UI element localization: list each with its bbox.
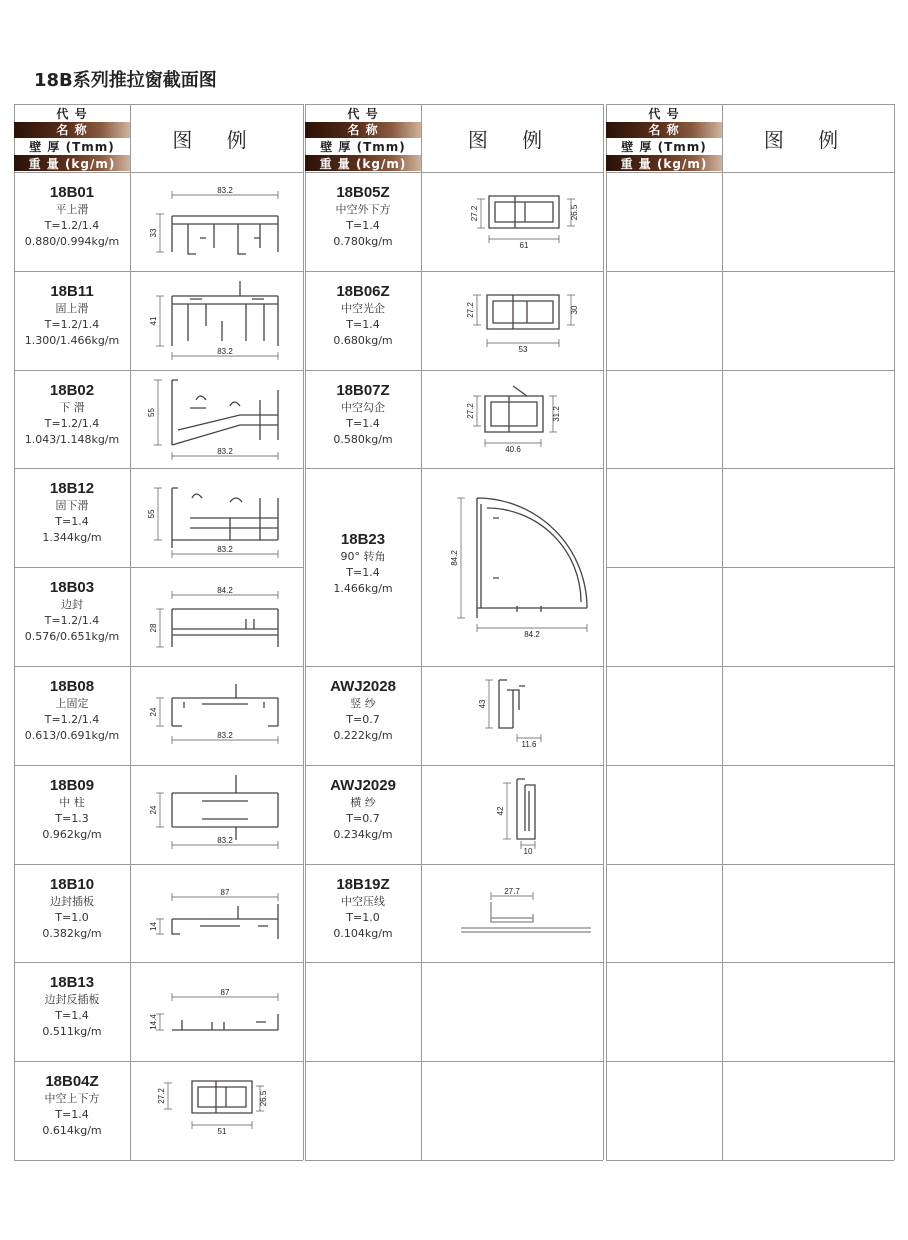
cross-section-svg <box>130 172 303 271</box>
row-divider <box>606 567 894 568</box>
profile-info <box>305 678 421 744</box>
dimension-label: 26.5 <box>258 1090 268 1107</box>
dimension-label: 83.2 <box>217 730 233 740</box>
profile-drawing <box>421 666 603 765</box>
profile-name: 上固定 <box>55 697 89 710</box>
row-divider <box>305 962 603 963</box>
profile-drawing <box>130 271 303 370</box>
profile-weight: 0.880/0.994kg/m <box>24 235 120 248</box>
column-divider <box>722 104 723 1160</box>
profile-info <box>305 283 421 349</box>
profile-code: 18B07Z <box>336 381 390 399</box>
profile-thickness: T=1.2/1.4 <box>44 614 100 628</box>
dimension-label: 31.2 <box>551 405 561 422</box>
profile-drawing <box>130 468 303 567</box>
profile-weight: 1.344kg/m <box>42 531 102 545</box>
profile-weight: 0.680kg/m <box>333 333 393 347</box>
cross-section-svg <box>130 271 303 370</box>
profile-name: 中空上下方 <box>44 1092 100 1106</box>
dimension-line <box>172 347 278 360</box>
profile-weight: 0.576/0.651kg/m <box>24 630 120 644</box>
dimension-label: 14 <box>149 921 159 931</box>
dimension-line <box>517 734 541 749</box>
dimension-line <box>567 199 579 226</box>
column-divider <box>305 104 306 1160</box>
profile-thickness: T=1.2/1.4 <box>44 317 100 331</box>
profile-drawing <box>421 765 603 864</box>
profile-thickness: T=1.4 <box>346 416 380 430</box>
dimension-label: 61 <box>519 240 529 250</box>
dimension-label: 84.2 <box>217 586 233 596</box>
dimension-line <box>466 396 481 426</box>
profile-name: 边封 <box>61 598 83 612</box>
profile-thickness: T=1.0 <box>346 910 380 924</box>
dimension-label: 83.2 <box>217 185 233 195</box>
dimension-line <box>487 339 559 354</box>
column-header <box>14 104 130 172</box>
header-name-label: 名 称 <box>305 122 421 138</box>
profile-code: 18B13 <box>49 974 95 992</box>
profile-weight: 0.234kg/m <box>333 827 393 841</box>
header-code-label: 代 号 <box>56 106 88 121</box>
profile-name: 边封插板 <box>50 894 94 908</box>
cross-section-svg <box>130 370 303 469</box>
profile-outline <box>487 295 559 329</box>
dimension-line <box>172 447 278 460</box>
profile-drawing <box>421 864 603 963</box>
profile-code: 18B11 <box>50 282 94 300</box>
profile-info <box>14 974 130 1040</box>
profile-code: 18B23 <box>340 531 386 549</box>
dimension-label: 84.2 <box>450 550 460 567</box>
profile-code: 18B03 <box>49 579 95 597</box>
profile-outline <box>172 488 278 548</box>
dimension-label: 24 <box>149 805 159 815</box>
profile-thickness: T=1.2/1.4 <box>44 416 100 430</box>
profile-code: 18B04Z <box>45 1073 99 1091</box>
profile-thickness: T=1.4 <box>346 219 380 232</box>
dimension-label: 27.7 <box>504 886 520 896</box>
row-divider <box>14 1160 303 1161</box>
header-code-label: 代 号 <box>648 106 680 121</box>
profile-name: 平上滑 <box>55 203 89 216</box>
profile-outline <box>172 609 278 647</box>
profile-outline <box>172 216 278 254</box>
cross-section-svg <box>421 271 603 370</box>
profile-weight: 1.466kg/m <box>333 582 393 596</box>
profile-outline <box>172 1014 278 1030</box>
header-thickness-label: 壁 厚 (Tmm) <box>29 139 115 154</box>
profile-info <box>14 382 130 448</box>
dimension-label: 83.2 <box>217 835 233 845</box>
dimension-line <box>521 841 535 856</box>
dimension-label: 27.2 <box>466 402 476 419</box>
profile-info <box>14 876 130 942</box>
profile-code: 18B06Z <box>336 282 390 300</box>
profile-outline <box>485 386 543 432</box>
profile-name: 横 纱 <box>350 795 376 809</box>
profile-name: 固下滑 <box>55 499 89 513</box>
profile-thickness: T=1.4 <box>55 1108 89 1122</box>
profile-weight: 0.104kg/m <box>333 926 393 940</box>
dimension-line <box>149 1014 164 1030</box>
dimension-line <box>172 888 278 901</box>
dimension-label: 24 <box>149 707 159 717</box>
column-divider <box>606 104 607 1160</box>
profile-name: 90° 转角 <box>340 550 386 564</box>
profile-info <box>305 876 421 942</box>
cross-section-svg <box>421 172 603 271</box>
dimension-line <box>149 793 164 827</box>
profile-thickness: T=1.4 <box>346 317 380 331</box>
profile-weight: 0.580kg/m <box>333 432 393 446</box>
row-divider <box>606 1061 894 1062</box>
dimension-label: 83.2 <box>217 446 233 456</box>
dimension-line <box>147 380 162 445</box>
dimension-label: 14.4 <box>149 1014 159 1031</box>
figure-header: 图 例 <box>467 127 557 152</box>
dimension-line <box>466 295 481 325</box>
profile-info <box>305 777 421 843</box>
profile-code: 18B10 <box>49 875 95 893</box>
profile-drawing <box>130 962 303 1061</box>
row-divider <box>606 765 894 766</box>
cross-section-svg <box>421 468 603 666</box>
page-title: 18B系列推拉窗截面图 <box>34 70 217 91</box>
cross-section-svg <box>421 370 603 469</box>
column-divider <box>303 104 304 1160</box>
profile-outline <box>172 281 278 346</box>
row-divider <box>305 1061 603 1062</box>
profile-code: 18B08 <box>49 678 95 695</box>
cross-section-svg <box>130 468 303 567</box>
profile-outline <box>192 1081 252 1113</box>
profile-outline <box>172 775 278 840</box>
profile-drawing <box>130 765 303 864</box>
profile-info <box>305 531 421 597</box>
dimension-label: 83.2 <box>217 545 233 555</box>
profile-thickness: T=1.0 <box>55 910 89 924</box>
profile-thickness: T=1.2/1.4 <box>44 219 100 232</box>
dimension-label: 84.2 <box>524 630 540 640</box>
header-thickness-label: 壁 厚 (Tmm) <box>621 139 707 154</box>
profile-code: AWJ2029 <box>330 776 396 794</box>
profile-name: 中空光企 <box>341 301 385 315</box>
dimension-line <box>496 783 511 839</box>
profile-outline <box>172 380 278 445</box>
profile-name: 中 柱 <box>59 795 85 809</box>
dimension-line <box>172 836 278 849</box>
column-divider <box>603 104 604 1160</box>
dimension-line <box>149 609 164 647</box>
profile-drawing <box>130 864 303 963</box>
profile-outline <box>477 498 587 618</box>
profile-outline <box>517 779 535 839</box>
profile-info <box>14 184 130 250</box>
dimension-line <box>149 919 164 934</box>
profile-code: 18B02 <box>49 381 95 399</box>
profile-code: 18B09 <box>49 776 95 794</box>
dimension-line <box>450 498 465 618</box>
profile-name: 竖 纱 <box>350 697 376 710</box>
profile-info <box>14 777 130 843</box>
header-thickness-label: 壁 厚 (Tmm) <box>320 139 406 154</box>
dimension-label: 87 <box>220 988 230 998</box>
profile-drawing <box>421 468 603 666</box>
dimension-line <box>567 295 579 325</box>
dimension-label: 26.5 <box>569 204 579 221</box>
profile-thickness: T=1.2/1.4 <box>44 713 100 726</box>
profile-weight: 1.300/1.466kg/m <box>24 333 120 347</box>
profile-weight: 1.043/1.148kg/m <box>24 432 120 446</box>
profile-info <box>14 283 130 349</box>
dimension-label: 42 <box>496 806 506 816</box>
dimension-line <box>172 586 278 599</box>
dimension-label: 40.6 <box>505 444 521 454</box>
header-code-label: 代 号 <box>347 106 379 121</box>
profile-drawing <box>421 271 603 370</box>
column-header <box>305 104 421 172</box>
profile-info <box>305 382 421 448</box>
dimension-line <box>478 680 493 728</box>
dimension-label: 28 <box>149 623 159 633</box>
cross-section-svg <box>421 666 603 765</box>
dimension-line <box>256 1086 268 1111</box>
profile-weight: 0.613/0.691kg/m <box>24 729 120 742</box>
profile-info <box>14 480 130 546</box>
profile-drawing <box>130 567 303 666</box>
profile-name: 固上滑 <box>55 301 89 315</box>
dimension-line <box>172 988 278 1001</box>
dimension-line <box>149 214 164 252</box>
profile-name: 中空勾企 <box>341 400 385 414</box>
profile-outline <box>489 196 559 228</box>
profile-thickness: T=1.4 <box>55 1009 89 1023</box>
dimension-line <box>491 887 533 900</box>
dimension-label: 87 <box>220 887 230 897</box>
header-name-label: 名 称 <box>606 122 722 138</box>
profile-name: 下 滑 <box>59 400 85 414</box>
profile-info <box>14 579 130 645</box>
profile-drawing <box>130 370 303 469</box>
row-divider <box>606 1160 894 1161</box>
dimension-label: 55 <box>147 509 157 519</box>
profile-info <box>305 184 421 250</box>
profile-thickness: T=1.3 <box>55 811 89 825</box>
profile-weight: 0.511kg/m <box>42 1025 102 1039</box>
profile-info <box>14 1073 130 1139</box>
row-divider <box>606 370 894 371</box>
profile-outline <box>172 684 278 726</box>
dimension-label: 51 <box>217 1127 227 1137</box>
dimension-line <box>470 199 485 228</box>
dimension-label: 43 <box>478 699 488 709</box>
dimension-line <box>157 1083 172 1109</box>
row-divider <box>606 864 894 865</box>
profile-name: 中空压线 <box>341 894 385 908</box>
profile-outline <box>461 902 591 932</box>
dimension-line <box>485 439 541 454</box>
dimension-label: 11.6 <box>521 739 537 749</box>
profile-weight: 0.962kg/m <box>42 827 102 841</box>
figure-header: 图 例 <box>763 127 853 152</box>
dimension-label: 83.2 <box>217 346 233 356</box>
profile-drawing <box>130 172 303 271</box>
profile-drawing <box>130 1061 303 1160</box>
dimension-label: 27.2 <box>157 1088 167 1104</box>
cross-section-svg <box>130 765 303 864</box>
profile-thickness: T=1.4 <box>346 566 380 580</box>
dimension-line <box>477 624 587 639</box>
dimension-line <box>149 296 164 346</box>
profile-weight: 0.780kg/m <box>333 235 393 248</box>
dimension-label: 27.2 <box>470 205 480 222</box>
profile-weight: 0.382kg/m <box>42 926 102 940</box>
profile-drawing <box>421 172 603 271</box>
dimension-label: 33 <box>149 228 159 238</box>
profile-code: 18B01 <box>49 184 95 201</box>
profile-outline <box>172 904 278 939</box>
column-divider <box>894 104 895 1160</box>
dimension-line <box>172 186 278 199</box>
column-header <box>606 104 722 172</box>
profile-thickness: T=0.7 <box>346 713 380 726</box>
profile-name: 边封反插板 <box>44 993 100 1007</box>
dimension-line <box>172 731 278 744</box>
dimension-line <box>149 698 164 726</box>
profile-name: 中空外下方 <box>335 203 391 216</box>
cross-section-svg <box>130 864 303 963</box>
profile-code: 18B19Z <box>336 875 390 893</box>
figure-header: 图 例 <box>172 127 261 152</box>
dimension-label: 41 <box>149 316 159 326</box>
row-divider <box>305 1160 603 1161</box>
header-weight-label: 重 量 (kg/m) <box>14 155 130 171</box>
dimension-line <box>147 488 162 540</box>
profile-code: 18B05Z <box>336 184 390 201</box>
cross-section-svg <box>130 1061 303 1160</box>
row-divider <box>606 468 894 469</box>
dimension-line <box>172 545 278 558</box>
profile-thickness: T=0.7 <box>346 811 380 825</box>
profile-outline <box>499 680 525 728</box>
dimension-line <box>192 1121 252 1136</box>
profile-drawing <box>130 666 303 765</box>
row-divider <box>606 962 894 963</box>
profile-thickness: T=1.4 <box>55 515 89 529</box>
dimension-line <box>549 396 561 432</box>
header-weight-label: 重 量 (kg/m) <box>606 155 722 171</box>
header-weight-label: 重 量 (kg/m) <box>305 155 421 171</box>
dimension-label: 10 <box>523 846 533 856</box>
cross-section-svg <box>421 864 603 963</box>
dimension-label: 55 <box>147 407 157 417</box>
dimension-label: 30 <box>569 305 579 315</box>
profile-weight: 0.222kg/m <box>333 729 393 742</box>
row-divider <box>606 172 894 173</box>
row-divider <box>606 666 894 667</box>
profile-info <box>14 678 130 744</box>
profile-code: 18B12 <box>49 480 95 498</box>
profile-code: AWJ2028 <box>330 678 396 695</box>
cross-section-svg <box>130 567 303 666</box>
cross-section-svg <box>130 666 303 765</box>
cross-section-svg <box>421 765 603 864</box>
dimension-line <box>489 235 559 250</box>
dimension-label: 27.2 <box>466 302 476 318</box>
profile-weight: 0.614kg/m <box>42 1124 102 1138</box>
profile-drawing <box>421 370 603 469</box>
row-divider <box>606 271 894 272</box>
cross-section-svg <box>130 962 303 1061</box>
header-name-label: 名 称 <box>14 122 130 138</box>
dimension-label: 53 <box>518 344 528 354</box>
